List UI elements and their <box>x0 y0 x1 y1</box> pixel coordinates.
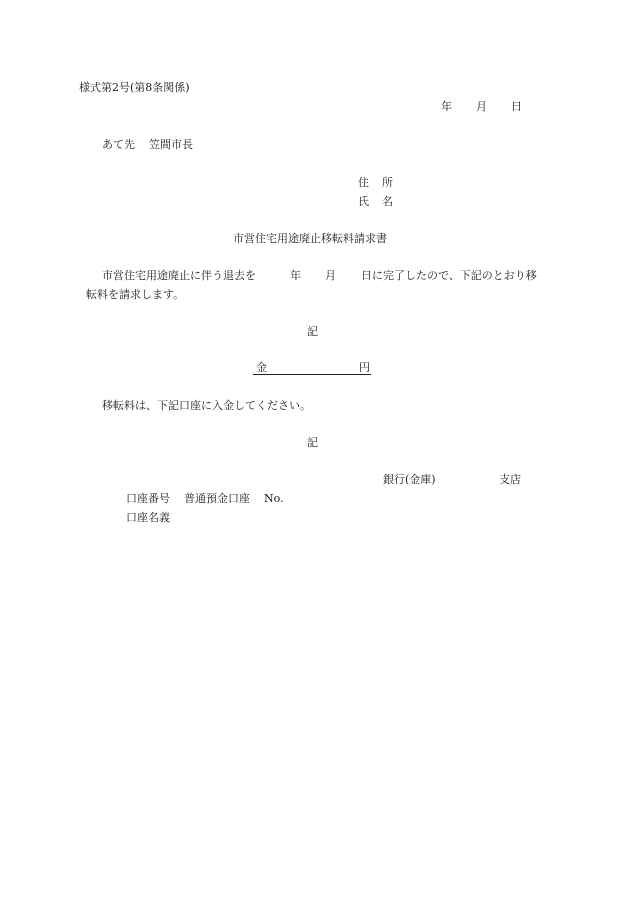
body-line1-part2: 日に完了したので、下記のとおり移 <box>361 269 537 282</box>
account-type: 普通預金口座 <box>184 492 250 505</box>
name-label-char-1: 氏 <box>358 195 369 208</box>
date-day-label: 日 <box>511 100 522 113</box>
branch-label: 支店 <box>499 473 521 486</box>
body-line2: 転料を請求します。 <box>86 288 185 301</box>
date-year-label: 年 <box>441 100 452 113</box>
address-label-char-1: 住 <box>358 176 369 189</box>
addressee-prefix: あて先 <box>102 138 135 151</box>
bank-label: 銀行(金庫) <box>383 473 436 486</box>
body-line1-month: 月 <box>325 269 336 282</box>
account-name-label: 口座名義 <box>126 511 170 524</box>
amount-unit: 円 <box>359 361 370 374</box>
amount-prefix: 金 <box>256 361 267 374</box>
body-line1-year: 年 <box>290 269 301 282</box>
date-month-label: 月 <box>476 100 487 113</box>
ki-heading-1: 記 <box>307 325 318 338</box>
address-label-char-2: 所 <box>382 176 393 189</box>
transfer-note: 移転料は、下記口座に入金してください。 <box>102 399 311 412</box>
account-number-prefix: No. <box>264 492 284 505</box>
account-number-label: 口座番号 <box>126 492 170 505</box>
amount-underline <box>253 374 371 375</box>
form-number: 様式第2号(第8条関係) <box>79 81 190 94</box>
body-line1-part1: 市営住宅用途廃止に伴う退去を <box>102 269 256 282</box>
document-title: 市営住宅用途廃止移転料請求書 <box>233 232 387 245</box>
name-label-char-2: 名 <box>382 195 393 208</box>
ki-heading-2: 記 <box>307 436 318 449</box>
addressee-name: 笠間市長 <box>149 138 193 151</box>
